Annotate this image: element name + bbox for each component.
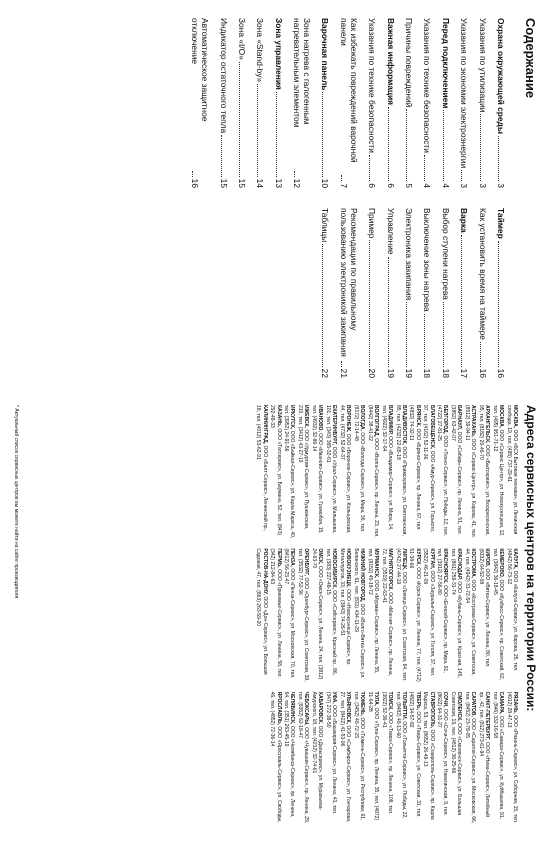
service-center-details: ООО «Сибсервис», Красный пр., 86, тел. (383) 227-48-15 [325, 548, 338, 675]
toc-entry-label: Зона «Stand-by» [255, 18, 266, 83]
service-center-details: ООО «Ярославль-Сервис», ул. Свободы, 46, тел. (4852) 72-36-14 [269, 691, 282, 823]
toc-title: Содержание [523, 18, 538, 99]
toc-entry-page: 22 [320, 368, 331, 378]
service-center-details: ООО «Кузбасс-Сервис», пр. Советский, 62, тел. (3842) 36-18-45 [491, 548, 505, 681]
service-center-city: КРАСНОДАР, [456, 548, 463, 581]
toc-entry-page: 4 [440, 183, 451, 188]
service-center-entry [367, 548, 379, 681]
service-center-entry [408, 405, 420, 538]
toc-leader-dots [406, 109, 407, 181]
toc-entry-page: 14 [255, 178, 266, 188]
toc-entry [441, 18, 451, 188]
service-center-details: ООО «Смоленск-Сервис», ул. Большая Советская, 19, тел. (4812) 38-25-66 [450, 691, 463, 816]
footnote: * Актуальный список сервисных центров вы можете найти на сайте производителя [13, 405, 19, 599]
toc-entry-label: Зона управления [273, 18, 284, 90]
service-center-entry [464, 405, 476, 538]
service-center-entry [380, 548, 392, 681]
toc-leader-dots [480, 342, 481, 367]
service-center-entry [380, 405, 392, 538]
toc-entry [292, 18, 312, 188]
toc-entry [478, 208, 488, 378]
service-center-city: БЛАГОВЕЩЕНСК, [428, 405, 435, 450]
service-center-details: ООО «Удмуртия-Сервис», ул. Пушкинская, 210, тел. (3412) 43-27-19 [297, 405, 310, 530]
toc-entry [422, 18, 432, 188]
toc-entry [237, 18, 247, 188]
toc-entry-page: 17 [459, 368, 470, 378]
service-center-entry [353, 405, 365, 538]
service-center-details: ООО «Волго-Вятка Сервис», ул. Белинского, 61, тел. (831) 434-11-29 [352, 548, 366, 679]
service-center-entry [464, 548, 476, 681]
service-center-city: ТЮМЕНЬ, [359, 691, 366, 716]
service-center-details: ООО «Дон-Сервис», ул. Большая Садовая, 47, тел. (863) 263-59-20 [255, 548, 268, 675]
service-center-city: ЧЕБОКСАРЫ, [303, 691, 310, 726]
service-center-city: ТУЛА, [372, 691, 379, 707]
toc-entry-page: 16 [496, 368, 506, 378]
service-center-entry [408, 692, 420, 825]
toc-entry-label: Пример [367, 208, 378, 239]
service-center-details: ООО «Татсервис», ул. Баумана, 52, тел. (843) 292-48-33 [269, 405, 282, 536]
service-center-city: УЛЬЯНОВСК, [345, 691, 352, 725]
service-center-entry [464, 692, 476, 825]
service-center-details: ООО «Магнит-Сервис», пр. Ленина, 72, тел. (3519) 22-63-41 [380, 548, 393, 676]
service-center-city: ВЛАДИМИР, [386, 405, 393, 435]
service-center-city: СОЧИ, [442, 691, 449, 708]
toc-leader-dots [461, 170, 462, 181]
service-center-entry [394, 548, 406, 681]
service-center-city: НОВОСИБИРСК, [331, 548, 338, 589]
toc-entry-page: 16 [477, 368, 488, 378]
service-center-details: ООО «Амур-Сервис», ул. Горького, 97, тел. (4162) 52-11-36 [422, 405, 435, 533]
toc-entry-label: Таймер [496, 208, 506, 239]
service-center-city: ЧЕЛЯБИНСК, [289, 691, 296, 725]
service-center-city: ВОЛГОГРАД, [372, 405, 379, 437]
service-center-city: ВЛАДИВОСТОК, [400, 405, 407, 446]
service-center-city: АСТРАХАНЬ, [470, 405, 477, 438]
service-center-entry [436, 692, 448, 825]
toc-leader-dots [388, 107, 389, 181]
toc-entry [459, 18, 469, 188]
service-center-entry [478, 405, 490, 538]
toc-entry-label: Важная информация [385, 18, 396, 106]
service-center-details: ООО «Сочи-Сервис», ул. Навагинская, 9, тел. (8622) 64-31-27 [436, 691, 449, 816]
service-center-entry [450, 405, 462, 538]
service-center-city: МУРМАНСК, [372, 548, 379, 579]
toc-entry-page: 16 [190, 178, 201, 188]
toc-entry-label: Причины повреждений [404, 18, 415, 108]
toc-entry-page: 10 [320, 178, 331, 188]
service-center-city: ПЕРМЬ, [275, 548, 282, 568]
service-center-entry [492, 692, 504, 825]
toc-entry-label: Варка [459, 208, 470, 233]
service-center-details: ООО «Курск-Сервис», ул. Ленина, 77, тел. (4712) 51-38-66 [408, 548, 421, 682]
service-centers-title: Адреса сервисных центров на территории России: [524, 405, 538, 712]
service-center-city: МОСКВА, [512, 405, 518, 429]
service-center-city: ВОЛОГДА, [359, 405, 366, 431]
service-center-details: ООО «Балт-Сервис», Ленинский пр., 18, тел. (4012) 53-62-91 [255, 405, 268, 532]
toc-entry-label: Зона нагрева с галогенным нагревательным элементом [292, 18, 313, 128]
service-center-details: ООО «Волга-Сервис», пр. Ленина, 23, тел. (8442) 38-41-22 [366, 405, 379, 538]
service-center-city: ОМСК, [317, 548, 324, 565]
toc-entry-label: Как установить время на таймере [477, 208, 488, 340]
service-center-details: ООО «Тверь-Сервис», ул. Советская, 31, тел. (4822) 34-57-82 [408, 691, 421, 818]
service-center-city: ТОЛЬЯТТИ, [400, 691, 407, 720]
service-center-city: ПЕНЗА, [289, 548, 296, 567]
service-center-entry [367, 405, 379, 538]
service-center-city: БАРНАУЛ, [456, 405, 463, 431]
toc-entry-page: 13 [273, 178, 284, 188]
service-center-city: КЕМЕРОВО, [498, 548, 505, 579]
toc-leader-dots [498, 136, 499, 181]
toc-entry-label: Выбор ступени нагрева [440, 208, 451, 300]
service-center-city: ВОРОНЕЖ, [345, 405, 352, 433]
service-center-details: ООО «Байкал-Сервис», ул. Карла Маркса, 40, тел. (3952) 24-91-56 [283, 405, 296, 539]
toc-entry-page: 6 [385, 183, 396, 188]
toc-right-column [312, 208, 506, 378]
service-center-details: ООО «Вятка-Сервис», ул. Ленина, 80, тел. (8332) 64-52-08 [477, 548, 491, 668]
service-center-city: БРЯНСК, [414, 405, 421, 428]
toc-entry [496, 208, 506, 378]
service-center-city: НОВОКУЗНЕЦК, [345, 548, 352, 588]
service-center-details: ООО «Владимир-Сервис», ул. Мира, 14, тел. (4922) 32-17-64 [380, 405, 393, 531]
toc-entry-page: 3 [477, 183, 488, 188]
toc-entry [255, 18, 265, 188]
service-center-entry [422, 405, 434, 538]
service-center-entry [311, 692, 323, 825]
service-center-details: ООО «Прикамье-Сервис», ул. Ленина, 58, тел. (342) 212-84-63 [269, 548, 282, 678]
toc-entry [422, 208, 432, 378]
toc-entry-label: Рекомендации по правильному пользованию электроникой закипания [338, 208, 359, 357]
service-center-entry [436, 405, 448, 538]
toc-leader-dots [192, 171, 193, 177]
service-center-details: ООО «Кострома-Сервис», ул. Советская, 44, тел. (4942) 31-72-54 [464, 548, 477, 676]
service-center-city: БЕЛГОРОД, [442, 405, 449, 435]
service-center-details: ООО «Кубань-Сервис», ул. Красная, 145, тел. (861) 259-31-74 [450, 548, 463, 678]
service-center-entry [297, 405, 309, 538]
service-center-city: ИРКУТСК, [289, 405, 296, 430]
service-center-entry [408, 548, 420, 681]
service-center-city: ИВАНОВО, [317, 405, 324, 432]
toc-entry-page: 20 [367, 368, 378, 378]
service-center-city: КУРСК, [414, 548, 421, 566]
service-center-details: ООО «Тюмень-Сервис», ул. Республики, 61, тел. (3452) 46-72-15 [352, 691, 366, 821]
service-center-entry [283, 692, 295, 825]
service-center-details: ООО «Чувашия-Сервис», пр. Ленина, 29, тел. (8352) 62-18-47 [297, 691, 310, 824]
service-center-city: РОСТОВ-НА-ДОНУ, [261, 548, 268, 595]
service-center-entry [353, 692, 365, 825]
service-center-details: ООО «Мурман-Сервис», пр. Ленина, 55, тел. (8152) 45-18-72 [366, 548, 379, 674]
service-center-entry [311, 548, 323, 681]
toc-entry-label: Охрана окружающей среды [496, 18, 506, 135]
toc-entry [386, 18, 396, 188]
service-center-details: ООО «Башкирия-Сервис», ул. Ленина, 43, тел. (347) 272-38-50 [325, 691, 338, 815]
service-center-city: СТАВРОПОЛЬ, [428, 691, 435, 729]
toc-entry [190, 18, 210, 188]
toc-leader-dots [480, 114, 481, 181]
service-center-city: ИЖЕВСК, [303, 405, 310, 428]
service-center-details: ООО «Бытсервис», ул. Воскресенская, 95, тел. (8182) 20-46-70 [477, 405, 491, 536]
service-center-entry [283, 548, 295, 681]
service-center-city: ЛИПЕЦК, [400, 548, 407, 571]
service-center-details: ООО «Примсервис», ул. Светланская, 85, тел. (4232) 22-65-18 [394, 405, 407, 536]
service-center-entry [325, 548, 337, 681]
toc-leader-dots [461, 235, 462, 367]
service-centers [13, 405, 538, 825]
service-center-city: КАЛИНИНГРАД, [261, 405, 268, 445]
toc-leader-dots [276, 92, 277, 177]
toc-leader-dots [388, 257, 389, 367]
toc-entry [219, 18, 229, 188]
service-center-entry [380, 692, 392, 825]
service-center-city: ЯРОСЛАВЛЬ, [275, 691, 282, 725]
service-center-entry [436, 548, 448, 681]
service-center-details: ООО «Тольятти-Сервис», ул. Победы, 22, тел. (8482) 48-13-60 [394, 691, 407, 819]
toc-entry [496, 18, 506, 188]
service-center-details: ООО «Челябинск-Сервис», пр. Ленина, 64, тел. (351) 263-45-19 [283, 691, 296, 818]
service-center-details: ООО «Пенза-Сервис», ул. Московская, 70, тел. (8412) 56-23-47 [283, 548, 296, 679]
service-center-details: ООО «Вологда-Сервис», ул. Мира, 36, тел. (8172) 72-14-48 [352, 405, 366, 533]
toc-leader-dots [341, 361, 342, 367]
service-center-details: ООО «Рязань-Сервис», ул. Соборная, 15, тел. (4912) 28-47-13 [505, 691, 518, 824]
service-center-entry [367, 692, 379, 825]
toc-leader-dots [322, 92, 323, 176]
toc-leader-dots [221, 135, 222, 177]
service-center-city: КРАСНОЯРСК, [442, 548, 449, 584]
toc-entry-label: Управление [385, 208, 396, 255]
toc-entry [367, 208, 377, 378]
toc-entry-page: 7 [338, 183, 349, 188]
service-center-city: КАЗАНЬ, [275, 405, 282, 427]
service-center-details: ООО «Ставрополь-Сервис», пр. Карла Маркса, 53, тел. (8652) 26-49-13 [422, 691, 435, 820]
service-center-details: ООО «Омск-Сервис», ул. Ленина, 24, тел. (3812) 24-63-70 [311, 548, 324, 680]
service-center-city: АРХАНГЕЛЬСК, [484, 405, 491, 444]
toc-leader-dots [424, 155, 425, 181]
service-center-entry [394, 692, 406, 825]
service-center-city: МОСКВА, [498, 405, 505, 429]
toc-entry-label: Варочная панель [320, 18, 331, 91]
service-center-city: САМАРА, [498, 691, 505, 715]
service-center-city: КОСТРОМА, [470, 548, 477, 579]
service-center-entry [492, 405, 504, 538]
service-center-entry [283, 405, 295, 538]
toc-entry-page: 3 [496, 183, 506, 188]
toc-entry-page: 12 [292, 178, 303, 188]
service-center-details: ООО «Нева-Сервис», Литейный пр., 42, тел. (812) 273-61-94 [477, 691, 491, 817]
service-center-city: НИЖНИЙ НОВГОРОД, [359, 548, 366, 603]
service-center-city: КАЛУГА, [512, 548, 518, 570]
service-center-city: ХАБАРОВСК, [317, 691, 324, 725]
toc-leader-dots [498, 241, 499, 367]
toc-entry-label: Автоматическое защитное отключение [190, 18, 211, 122]
service-center-details: ООО «Техно-Сервис», ул. Победы, 12, тел. (4722) 27-81-25 [436, 405, 449, 536]
service-center-city: САРАТОВ, [470, 691, 477, 717]
toc-leader-dots [369, 155, 370, 181]
service-center-details: ООО «Новокузнецк-Сервис», пр. Металлургов, 33, тел. (3843) 74-26-51 [338, 548, 352, 666]
service-center-entry [450, 548, 462, 681]
toc-entry-label: Как избежать повреждений варочной панели [338, 18, 359, 163]
toc-entry-page: 6 [367, 183, 378, 188]
service-center-entry [422, 692, 434, 825]
toc-leader-dots [443, 110, 444, 181]
toc-entry-page: 15 [236, 178, 247, 188]
toc-entry [459, 208, 469, 378]
service-center-details: ООО «Урал-Сервис», ул. Малышева, 101, тел. (343) 365-32-61 [325, 405, 338, 534]
toc-entry [339, 208, 359, 378]
service-center-details: ООО «Самара-Сервис», ул. Куйбышева, 91, тел. (846) 332-16-58 [491, 691, 505, 819]
service-center-entry [339, 405, 351, 538]
service-center-city: КИРОВ, [484, 548, 491, 568]
service-center-details: ООО «Сервис Центр», ул. Новокузнецкая, 12, тел. (495) 951-71-12 [491, 405, 505, 537]
service-center-entry [506, 548, 518, 681]
service-center-city: КУРГАН, [428, 548, 435, 570]
service-center-details: ООО «Симбирск-Сервис», ул. Гончарова, 27, тел. (8422) 41-53-96 [338, 691, 352, 823]
toc-entry [320, 18, 330, 188]
service-center-details: ООО «Дальсервис», ул. Муравьева-Амурского, 18, тел. (4212) 32-74-61 [311, 691, 324, 811]
toc-entry-page: 3 [459, 183, 470, 188]
service-center-city: ТОМСК, [386, 691, 393, 711]
service-center-details: ООО «Зауралье-Сервис», ул. Гоголя, 37, тел. (3522) 46-21-09 [422, 548, 435, 677]
toc-leader-dots [443, 302, 444, 367]
toc-entry-label: Указания по экономии электроэнергии [459, 18, 470, 169]
toc-entry-label: Электроника закипания [404, 208, 415, 301]
service-center-entry [478, 548, 490, 681]
service-center-entry [506, 692, 518, 825]
toc-entry-label: Таблицы [320, 208, 331, 243]
service-center-details: ООО «Томск-Сервис», пр. Ленина, 108, тел. (3822) 52-36-41 [380, 691, 393, 815]
service-center-entry [311, 405, 323, 538]
service-center-details: ООО «Тула-Сервис», пр. Ленина, 35, тел. (4872) 31-64-28 [366, 691, 379, 821]
toc-entry-page: 18 [422, 368, 433, 378]
service-center-city: МАГНИТОГОРСК, [386, 548, 393, 591]
service-center-entry [255, 405, 267, 538]
toc-entry-page: 15 [218, 178, 229, 188]
service-center-entry [506, 405, 518, 538]
toc-leader-dots [369, 240, 370, 366]
service-center-city: СМОЛЕНСК, [456, 691, 463, 722]
toc-leader-dots [341, 175, 342, 181]
service-center-entry [325, 692, 337, 825]
toc-entry [339, 18, 359, 188]
service-center-entry [297, 548, 309, 681]
toc-leader-dots [294, 171, 295, 177]
toc-entry [320, 208, 330, 378]
toc-entry-page: 19 [404, 368, 415, 378]
service-center-entry [269, 692, 281, 825]
service-center-entry [297, 692, 309, 825]
service-center-details: ООО «Калуга-Сервис», ул. Кирова, 25, тел. (4842) 56-73-12 [505, 548, 518, 672]
service-center-details: ООО «Оренбург-Сервис», ул. Советская, 39, тел. (3532) 77-52-36 [297, 548, 310, 682]
toc-entry-label: Указания по технике безопасности [422, 18, 433, 153]
service-center-entry [394, 405, 406, 538]
service-center-city: УФА, [331, 691, 338, 704]
toc-left-column [182, 18, 506, 188]
toc-leader-dots [322, 244, 323, 366]
toc-entry-label: Указания по утилизации [477, 18, 488, 113]
service-center-details: ООО «Сибирь-Сервис», пр. Ленина, 51, тел. (3852) 63-42-07 [450, 405, 463, 535]
toc-leader-dots [239, 62, 240, 177]
toc-entry [478, 18, 488, 188]
table-of-contents [18, 18, 538, 388]
service-center-city: ТВЕРЬ, [414, 691, 421, 710]
toc-entry-page: 19 [385, 368, 396, 378]
service-center-details: ООО «Воронеж-Сервис», ул. Кольцовская, 44, тел. (4732) 52-64-37 [338, 405, 352, 534]
service-center-details: ООО «Енисей-Сервис», пр. Мира, 91, тел. (3912) 27-56-80 [436, 548, 449, 673]
service-center-details: ООО «Сервис-Центр», ул. Кирова, 41, тел. (8512) 39-94-11 [464, 405, 477, 538]
service-center-entry [478, 692, 490, 825]
service-center-entry [325, 405, 337, 538]
toc-leader-dots [406, 302, 407, 366]
toc-entry-page: 18 [440, 368, 451, 378]
service-center-entry [269, 405, 281, 538]
toc-entry-label: Указания по технике безопасности [367, 18, 378, 153]
service-center-city: РЯЗАНЬ, [512, 691, 518, 714]
service-center-city: САНКТ-ПЕТЕРБУРГ, [484, 691, 491, 741]
service-center-details: ООО «Брянск-Сервис», пр. Ленина, 67, тел. (4832) 74-32-11 [408, 405, 421, 531]
toc-entry [386, 208, 396, 378]
toc-entry-label: Индикатор остаточного тепла [218, 18, 229, 134]
toc-entry-label: Перед подключением [440, 18, 451, 109]
toc-leader-dots [257, 84, 258, 177]
toc-entry-page: 5 [404, 183, 415, 188]
toc-entry [274, 18, 284, 188]
service-center-details: ООО «Саратов-Сервис», ул. Московская, 66, тел. (8452) 23-78-05 [464, 691, 477, 824]
toc-entry-label: Зона «I/O» [236, 18, 247, 60]
service-centers-list [38, 405, 518, 825]
toc-entry-label: Выключение зоны нагрева [422, 208, 433, 312]
toc-leader-dots [424, 314, 425, 367]
service-center-entry [450, 692, 462, 825]
service-center-details: ООО «Иваново-Сервис», ул. Громобоя, 15, тел. (4932) 32-86-14 [311, 405, 324, 534]
service-center-city: ЕКАТЕРИНБУРГ, [331, 405, 338, 446]
service-center-details: ООО «Липецк-Сервис», ул. Советская, 64, тел. (4742) 27-44-19 [394, 548, 407, 682]
toc-entry-page: 4 [422, 183, 433, 188]
service-center-entry [339, 692, 351, 825]
service-center-entry [339, 548, 351, 681]
service-center-entry [422, 548, 434, 681]
service-center-entry [255, 548, 267, 681]
toc-entry [441, 208, 451, 378]
service-center-entry [269, 548, 281, 681]
toc-entry-page: 21 [338, 368, 349, 378]
service-center-entry [353, 548, 365, 681]
toc-entry [367, 18, 377, 188]
service-center-city: ОРЕНБУРГ, [303, 548, 310, 577]
service-center-details: ООО «БСХ Бытовая техника», ул. Ленинская слобода, 19, тел. (495) 737-29-61 [505, 405, 518, 535]
toc-entry [404, 18, 414, 188]
service-center-entry [492, 548, 504, 681]
toc-entry [404, 208, 414, 378]
